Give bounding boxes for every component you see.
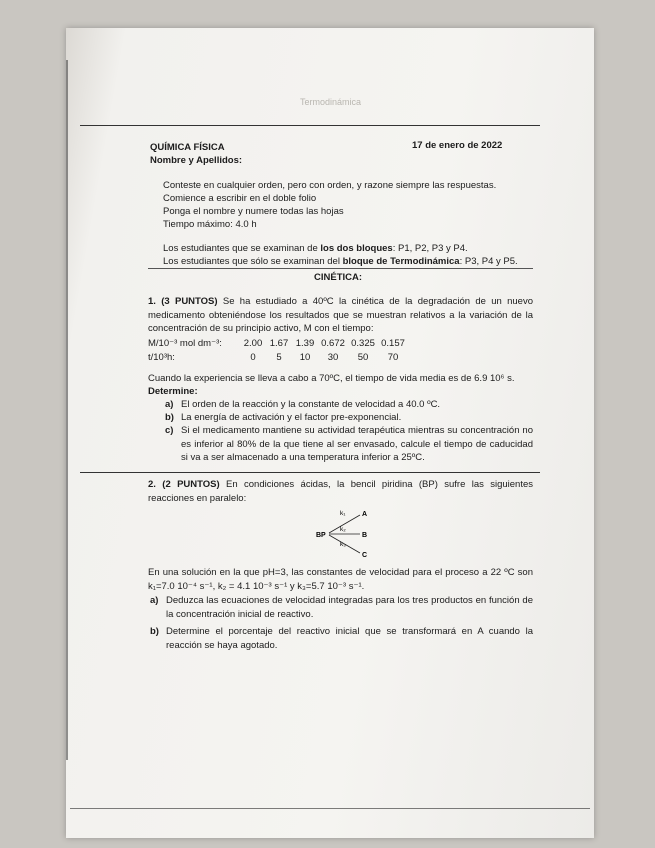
problem-1-heading: 1. (3 PUNTOS) — [148, 296, 218, 307]
blocks-line-1-bold: los dos bloques — [320, 243, 393, 254]
product-c: C — [362, 552, 368, 559]
problem-1-text: Se ha estudiado a 40ºC la cinética de la degradación de un nuevo medicamento obteniéndose los resultados que se muestran relativos a la variación de la concentración de su principio activo, M con el tiempo: — [148, 296, 533, 334]
blocks-line-1-post: : P1, P2, P3 y P4. — [392, 243, 468, 254]
instruction-2: Comience a escribir en el doble folio — [163, 193, 317, 204]
p2-b-text: Determine el porcentaje del reactivo inicial que se transformará en A cuando la reacción se haya agotado. — [166, 626, 533, 651]
m-value: 0.325 — [351, 338, 375, 349]
sheet-left-edge — [66, 60, 68, 760]
parallel-reaction-diagram — [316, 505, 376, 563]
name-label: Nombre y Apellidos: — [150, 155, 243, 166]
label-k2: k₂ — [340, 526, 346, 533]
instruction-1: Conteste en cualquier orden, pero con orden, y razone siempre las respuestas. — [163, 180, 497, 191]
problem-2-heading: 2. (2 PUNTOS) — [148, 479, 220, 490]
product-a: A — [362, 511, 368, 518]
blocks-line-2-pre: Los estudiantes que sólo se examinan del — [163, 256, 343, 267]
p2-conditions: En una solución en la que pH=3, las constantes de velocidad para el proceso a 22 ºC son k₁=7.0 10⁻⁴ s⁻¹, k₂ = 4.1 10⁻³ s⁻¹ y k₃=5.7 10⁻³ s⁻¹. — [148, 567, 533, 592]
reactant-bp: BP — [316, 532, 326, 539]
p2-a-text: Deduzca las ecuaciones de velocidad integradas para los tres productos en función de la concentración inicial de reactivo. — [166, 595, 533, 620]
product-b: B — [362, 532, 368, 539]
section-title: CINÉTICA: — [314, 272, 363, 283]
t-value: 0 — [250, 352, 256, 363]
exam-date: 17 de enero de 2022 — [412, 140, 503, 151]
m-value: 1.39 — [295, 338, 315, 349]
p1-c-label: c) — [165, 425, 174, 436]
p1-a-label: a) — [165, 399, 174, 410]
blocks-line-2-bold: bloque de Termodinámica — [342, 256, 460, 267]
halflife-statement: Cuando la experiencia se lleva a cabo a 70ºC, el tiempo de vida media es de 6.9 10⁶ s. — [148, 373, 515, 384]
determine-label: Determine: — [148, 386, 198, 397]
p1-a-text: El orden de la reacción y la constante de velocidad a 40.0 ºC. — [181, 399, 441, 410]
label-k1: k₁ — [340, 510, 346, 517]
p1-b-label: b) — [165, 412, 174, 423]
label-k3: k₃ — [340, 541, 346, 548]
t-value: 5 — [276, 352, 282, 363]
blocks-line-2 — [163, 255, 518, 268]
data-row-m — [148, 338, 408, 349]
p1-c-text: Si el medicamento mantiene su actividad terapéutica mientras su concentración no es inferior al 80% de la que tiene al ser envasado, calcule el tiempo de caducidad si va a ser almacenado a una temperatura inferior a 25ºC. — [181, 425, 533, 463]
t-value: 50 — [357, 352, 369, 363]
problem-2-intro — [148, 478, 533, 505]
m-value: 0.672 — [321, 338, 345, 349]
mid-rule — [80, 472, 540, 473]
instruction-3: Ponga el nombre y numere todas las hojas — [163, 206, 344, 217]
problem-2-text: En condiciones ácidas, la bencil piridina (BP) sufre las siguientes reacciones en paralelo: — [148, 479, 533, 504]
m-label: M/10⁻³ mol dm⁻³: — [148, 338, 222, 349]
subject-title: QUÍMICA FÍSICA — [150, 142, 225, 153]
blocks-line-1 — [163, 242, 468, 255]
m-value: 2.00 — [243, 338, 263, 349]
bleed-through-header: Termodinámica — [300, 97, 362, 107]
p2-b-label: b) — [150, 626, 159, 637]
section-rule — [148, 268, 533, 269]
p2-a-label: a) — [150, 595, 159, 606]
instruction-4: Tiempo máximo: 4.0 h — [163, 219, 257, 230]
t-value: 10 — [299, 352, 311, 363]
problem-1-intro — [148, 295, 533, 336]
data-row-t — [148, 352, 408, 363]
blocks-line-2-post: : P3, P4 y P5. — [459, 256, 518, 267]
t-value: 70 — [387, 352, 399, 363]
p1-b-text: La energía de activación y el factor pre-exponencial. — [181, 412, 402, 423]
sheet-bottom-edge — [70, 808, 590, 809]
m-value: 1.67 — [269, 338, 289, 349]
top-rule — [80, 125, 540, 126]
m-value: 0.157 — [381, 338, 405, 349]
blocks-line-1-pre: Los estudiantes que se examinan de — [163, 243, 321, 254]
t-value: 30 — [327, 352, 339, 363]
t-label: t/10³h: — [148, 352, 175, 363]
